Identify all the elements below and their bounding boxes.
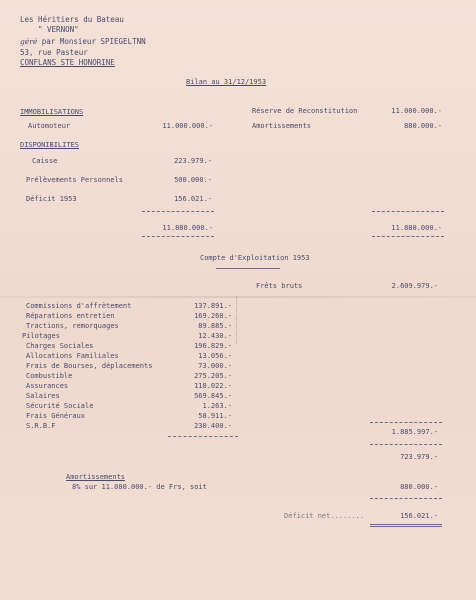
reserve-label: Réserve de Reconstitution	[252, 107, 358, 115]
header-line-5: CONFLANS STE HONORINE	[20, 58, 115, 67]
deficit-net-label: Déficit net........	[284, 512, 365, 520]
charge-label: Charges Sociales	[26, 342, 94, 350]
liabilities-rule	[372, 211, 444, 212]
charge-label: Frais Généraux	[26, 412, 86, 420]
charge-label: Réparations entretien	[26, 312, 115, 320]
charge-value: 196.829.-	[194, 342, 232, 350]
compte-title-rule	[216, 268, 280, 269]
liabilities-total: 11.880.000.-	[391, 224, 442, 232]
charge-label: Salaires	[26, 392, 60, 400]
deficit-net-double-rule	[370, 524, 442, 527]
automoteur-label: Automoteur	[28, 122, 71, 130]
charge-value: 13.056.-	[198, 352, 232, 360]
prets-value: 2.609.979.-	[391, 282, 438, 290]
amort-detail: 8% sur 11.000.000.- de Frs, soit	[72, 483, 207, 491]
charge-value: 1.263.-	[202, 402, 232, 410]
header-line-3-prefix: géré	[20, 37, 38, 46]
assets-total: 11.880.000.-	[162, 224, 213, 232]
charge-value: 275.205.-	[194, 372, 232, 380]
charges-total-rule	[370, 444, 442, 445]
difference-value: 723.979.-	[400, 453, 438, 461]
column-separator	[236, 296, 237, 344]
amort-label: Amortissements	[66, 473, 126, 481]
deficit-value: 156.021.-	[174, 195, 212, 203]
automoteur-value: 11.000.000.-	[162, 122, 213, 130]
charge-label: Commissions d'affrètement	[26, 302, 132, 310]
charges-total-top-rule	[370, 422, 442, 423]
caisse-label: Caisse	[32, 157, 58, 165]
header-line-2: " VERNON"	[38, 25, 79, 34]
charge-value: 137.891.-	[194, 302, 232, 310]
header-line-3	[20, 37, 146, 46]
charges-total: 1.885.997.-	[391, 428, 438, 436]
charge-value: 73.000.-	[198, 362, 232, 370]
prets-label: Frêts bruts	[256, 282, 303, 290]
liabilities-total-rule	[372, 236, 444, 237]
immobilisations-label: IMMOBILISATIONS	[20, 108, 84, 116]
charge-label: Tractions, remorquages	[26, 322, 119, 330]
charge-value: 58.911.-	[198, 412, 232, 420]
reserve-value: 11.000.000.-	[391, 107, 442, 115]
charge-label: S.R.B.F	[26, 422, 56, 430]
charge-label: Assurances	[26, 382, 69, 390]
assets-total-rule	[142, 236, 214, 237]
amortissements-label: Amortissements	[252, 122, 312, 130]
charges-rule	[168, 436, 238, 437]
deficit-net-value: 156.021.-	[400, 512, 438, 520]
disponibilites-label: DISPONIBILITES	[20, 141, 80, 149]
prelevements-label: Prélèvements Personnels	[26, 176, 123, 184]
charge-label: Sécurité Sociale	[26, 402, 94, 410]
caisse-value: 223.979.-	[174, 157, 212, 165]
header-line-3-rest: par Monsieur SPIEGELTNN	[41, 37, 146, 46]
charge-label: Pilotages	[22, 332, 60, 340]
charge-value: 12.430.-	[198, 332, 232, 340]
paper-fold	[0, 296, 476, 298]
charge-value: 230.400.-	[194, 422, 232, 430]
charge-label: Allocations Familiales	[26, 352, 119, 360]
prelevements-value: 500.000.-	[174, 176, 212, 184]
bilan-title: Bilan au 31/12/1953	[186, 78, 267, 86]
assets-rule	[142, 211, 214, 212]
compte-title: Compte d'Exploitation 1953	[200, 254, 310, 262]
amortissements-value: 880.000.-	[404, 122, 442, 130]
deficit-label: Déficit 1953	[26, 195, 77, 203]
charge-value: 169.260.-	[194, 312, 232, 320]
header-line-4: 53, rue Pasteur	[20, 48, 88, 57]
charge-label: Combustible	[26, 372, 73, 380]
charge-value: 569.845.-	[194, 392, 232, 400]
amort-rule	[370, 498, 442, 499]
amort-value: 880.000.-	[400, 483, 438, 491]
charge-value: 89.885.-	[198, 322, 232, 330]
charge-label: Frais de Bourses, déplacements	[26, 362, 153, 370]
header-line-1: Les Héritiers du Bateau	[20, 15, 124, 24]
charge-value: 118.022.-	[194, 382, 232, 390]
